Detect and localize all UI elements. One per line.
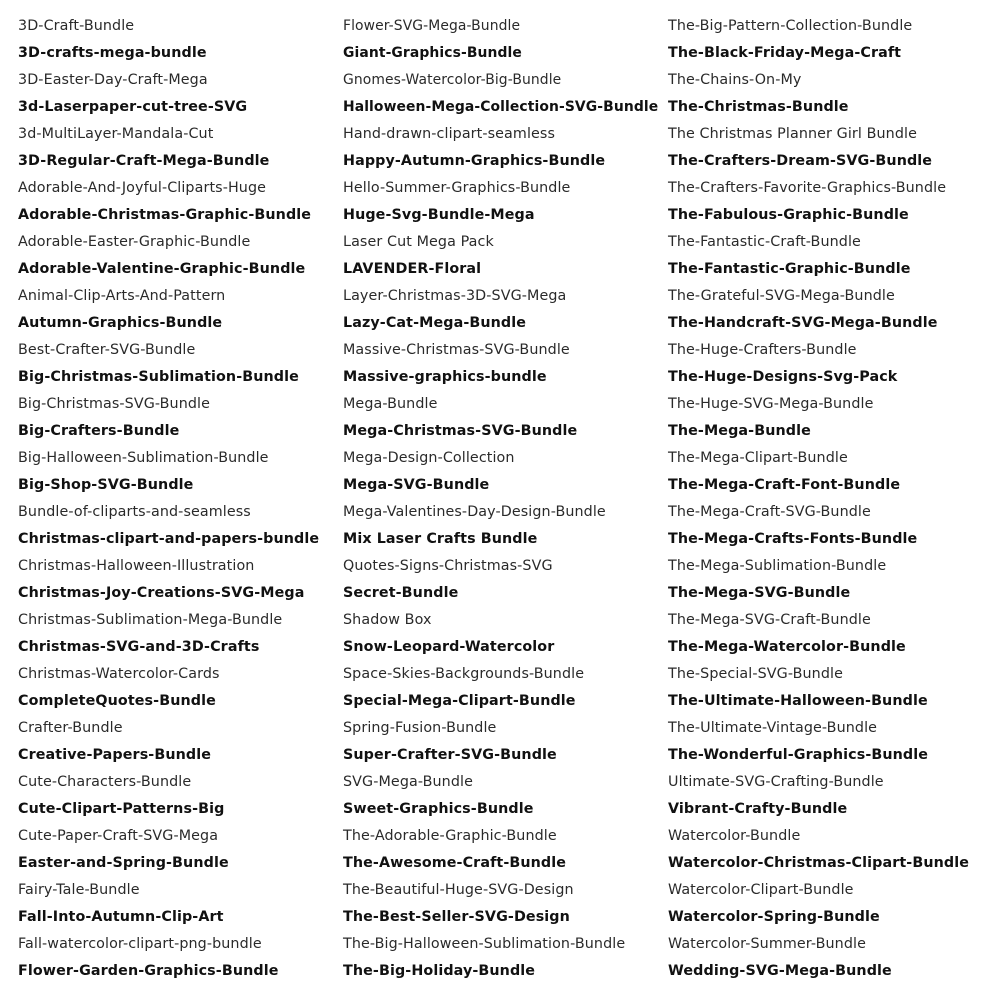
list-item: Easter-and-Spring-Bundle xyxy=(18,855,229,871)
list-item: The-Mega-Crafts-Fonts-Bundle xyxy=(668,531,918,547)
list-item: Sweet-Graphics-Bundle xyxy=(343,801,534,817)
list-item: SVG-Mega-Bundle xyxy=(343,774,473,790)
list-item: Flower-Garden-Graphics-Bundle xyxy=(18,963,279,979)
list-item: The-Awesome-Craft-Bundle xyxy=(343,855,567,871)
list-item: Snow-Leopard-Watercolor xyxy=(343,639,555,655)
list-item: The-Christmas-Bundle xyxy=(668,99,849,115)
list-item: Gnomes-Watercolor-Big-Bundle xyxy=(343,72,562,88)
list-item: Animal-Clip-Arts-And-Pattern xyxy=(18,288,226,304)
list-item: Christmas-Sublimation-Mega-Bundle xyxy=(18,612,283,628)
list-item: Mega-Design-Collection xyxy=(343,450,515,466)
list-item: CompleteQuotes-Bundle xyxy=(18,693,216,709)
list-item: Cute-Clipart-Patterns-Big xyxy=(18,801,225,817)
list-item: The-Wonderful-Graphics-Bundle xyxy=(668,747,929,763)
bundle-list-column-2 xyxy=(343,13,658,985)
list-item: Quotes-Signs-Christmas-SVG xyxy=(343,558,553,574)
list-item: The-Crafters-Dream-SVG-Bundle xyxy=(668,153,933,169)
bundle-list-column-3 xyxy=(668,13,969,985)
list-item: Adorable-Christmas-Graphic-Bundle xyxy=(18,207,312,223)
list-item: Hello-Summer-Graphics-Bundle xyxy=(343,180,571,196)
list-item: Watercolor-Summer-Bundle xyxy=(668,936,866,952)
list-item: The-Mega-Clipart-Bundle xyxy=(668,450,848,466)
list-item: The-Crafters-Favorite-Graphics-Bundle xyxy=(668,180,947,196)
list-item: Huge-Svg-Bundle-Mega xyxy=(343,207,535,223)
list-item: 3D-Regular-Craft-Mega-Bundle xyxy=(18,153,270,169)
list-item: Special-Mega-Clipart-Bundle xyxy=(343,693,576,709)
list-item: The-Mega-Bundle xyxy=(668,423,811,439)
list-item: Mega-Bundle xyxy=(343,396,438,412)
list-item: The-Chains-On-My xyxy=(668,72,802,88)
list-item: Layer-Christmas-3D-SVG-Mega xyxy=(343,288,567,304)
list-item: Cute-Paper-Craft-SVG-Mega xyxy=(18,828,219,844)
list-item: Big-Christmas-Sublimation-Bundle xyxy=(18,369,299,385)
list-item: Giant-Graphics-Bundle xyxy=(343,45,522,61)
list-item: Adorable-And-Joyful-Cliparts-Huge xyxy=(18,180,267,196)
list-item: Space-Skies-Backgrounds-Bundle xyxy=(343,666,585,682)
list-item: The-Ultimate-Vintage-Bundle xyxy=(668,720,878,736)
list-item: Watercolor-Christmas-Clipart-Bundle xyxy=(668,855,970,871)
list-item: Fairy-Tale-Bundle xyxy=(18,882,140,898)
list-item: The-Huge-Designs-Svg-Pack xyxy=(668,369,898,385)
list-item: Big-Crafters-Bundle xyxy=(18,423,180,439)
list-item: Adorable-Valentine-Graphic-Bundle xyxy=(18,261,306,277)
list-item: Big-Shop-SVG-Bundle xyxy=(18,477,194,493)
bundle-list-columns xyxy=(0,13,1005,998)
list-item: The-Black-Friday-Mega-Craft xyxy=(668,45,902,61)
list-item: Cute-Characters-Bundle xyxy=(18,774,192,790)
list-item: Laser Cut Mega Pack xyxy=(343,234,494,250)
list-item: Massive-graphics-bundle xyxy=(343,369,547,385)
list-item: Christmas-SVG-and-3D-Crafts xyxy=(18,639,260,655)
list-item: The-Mega-SVG-Bundle xyxy=(668,585,851,601)
list-item: Hand-drawn-clipart-seamless xyxy=(343,126,556,142)
list-item: Big-Christmas-SVG-Bundle xyxy=(18,396,211,412)
list-item: Christmas-Joy-Creations-SVG-Mega xyxy=(18,585,305,601)
list-item: LAVENDER-Floral xyxy=(343,261,482,277)
list-item: Spring-Fusion-Bundle xyxy=(343,720,497,736)
list-item: The-Fantastic-Craft-Bundle xyxy=(668,234,861,250)
list-item: The-Fantastic-Graphic-Bundle xyxy=(668,261,911,277)
list-item: The-Mega-Craft-SVG-Bundle xyxy=(668,504,871,520)
list-item: Creative-Papers-Bundle xyxy=(18,747,212,763)
list-item: Shadow Box xyxy=(343,612,432,628)
list-item: The-Huge-Crafters-Bundle xyxy=(668,342,857,358)
list-item: 3D-crafts-mega-bundle xyxy=(18,45,207,61)
list-item: The-Adorable-Graphic-Bundle xyxy=(343,828,557,844)
list-item: The-Mega-Sublimation-Bundle xyxy=(668,558,887,574)
list-item: Happy-Autumn-Graphics-Bundle xyxy=(343,153,606,169)
list-item: 3d-MultiLayer-Mandala-Cut xyxy=(18,126,214,142)
list-item: Autumn-Graphics-Bundle xyxy=(18,315,223,331)
list-item: Ultimate-SVG-Crafting-Bundle xyxy=(668,774,884,790)
list-item: The-Big-Halloween-Sublimation-Bundle xyxy=(343,936,626,952)
list-item: Christmas-Watercolor-Cards xyxy=(18,666,220,682)
list-item: The-Special-SVG-Bundle xyxy=(668,666,843,682)
list-item: Mega-Christmas-SVG-Bundle xyxy=(343,423,578,439)
list-item: Watercolor-Bundle xyxy=(668,828,801,844)
list-item: Crafter-Bundle xyxy=(18,720,123,736)
list-item: Halloween-Mega-Collection-SVG-Bundle xyxy=(343,99,659,115)
list-item: The-Fabulous-Graphic-Bundle xyxy=(668,207,909,223)
list-item: Secret-Bundle xyxy=(343,585,459,601)
list-item: The-Huge-SVG-Mega-Bundle xyxy=(668,396,874,412)
list-item: Watercolor-Clipart-Bundle xyxy=(668,882,854,898)
list-item: Christmas-clipart-and-papers-bundle xyxy=(18,531,320,547)
list-item: Adorable-Easter-Graphic-Bundle xyxy=(18,234,251,250)
list-item: The-Ultimate-Halloween-Bundle xyxy=(668,693,928,709)
list-item: Best-Crafter-SVG-Bundle xyxy=(18,342,196,358)
list-item: The-Grateful-SVG-Mega-Bundle xyxy=(668,288,895,304)
list-item: Mix Laser Crafts Bundle xyxy=(343,531,538,547)
list-item: Wedding-SVG-Mega-Bundle xyxy=(668,963,892,979)
list-item: Massive-Christmas-SVG-Bundle xyxy=(343,342,570,358)
list-item: Christmas-Halloween-Illustration xyxy=(18,558,255,574)
list-item: Vibrant-Crafty-Bundle xyxy=(668,801,848,817)
list-item: The-Big-Holiday-Bundle xyxy=(343,963,536,979)
list-item: The-Beautiful-Huge-SVG-Design xyxy=(343,882,574,898)
list-item: 3d-Laserpaper-cut-tree-SVG xyxy=(18,99,248,115)
list-item: The-Mega-Craft-Font-Bundle xyxy=(668,477,901,493)
list-item: Big-Halloween-Sublimation-Bundle xyxy=(18,450,269,466)
list-item: Mega-SVG-Bundle xyxy=(343,477,490,493)
list-item: The-Mega-Watercolor-Bundle xyxy=(668,639,906,655)
list-item: Fall-watercolor-clipart-png-bundle xyxy=(18,936,262,952)
list-item: Watercolor-Spring-Bundle xyxy=(668,909,880,925)
list-item: The-Mega-SVG-Craft-Bundle xyxy=(668,612,871,628)
list-item: The-Handcraft-SVG-Mega-Bundle xyxy=(668,315,938,331)
list-item: The Christmas Planner Girl Bundle xyxy=(668,126,917,142)
list-item: Super-Crafter-SVG-Bundle xyxy=(343,747,557,763)
list-item: Mega-Valentines-Day-Design-Bundle xyxy=(343,504,606,520)
list-item: Bundle-of-cliparts-and-seamless xyxy=(18,504,251,520)
list-item: The-Best-Seller-SVG-Design xyxy=(343,909,570,925)
list-item: Fall-Into-Autumn-Clip-Art xyxy=(18,909,224,925)
list-item: Flower-SVG-Mega-Bundle xyxy=(343,18,521,34)
bundle-list-column-1 xyxy=(18,13,319,985)
list-item: The-Big-Pattern-Collection-Bundle xyxy=(668,18,913,34)
list-item: Lazy-Cat-Mega-Bundle xyxy=(343,315,527,331)
list-item: 3D-Easter-Day-Craft-Mega xyxy=(18,72,208,88)
list-item: 3D-Craft-Bundle xyxy=(18,18,135,34)
